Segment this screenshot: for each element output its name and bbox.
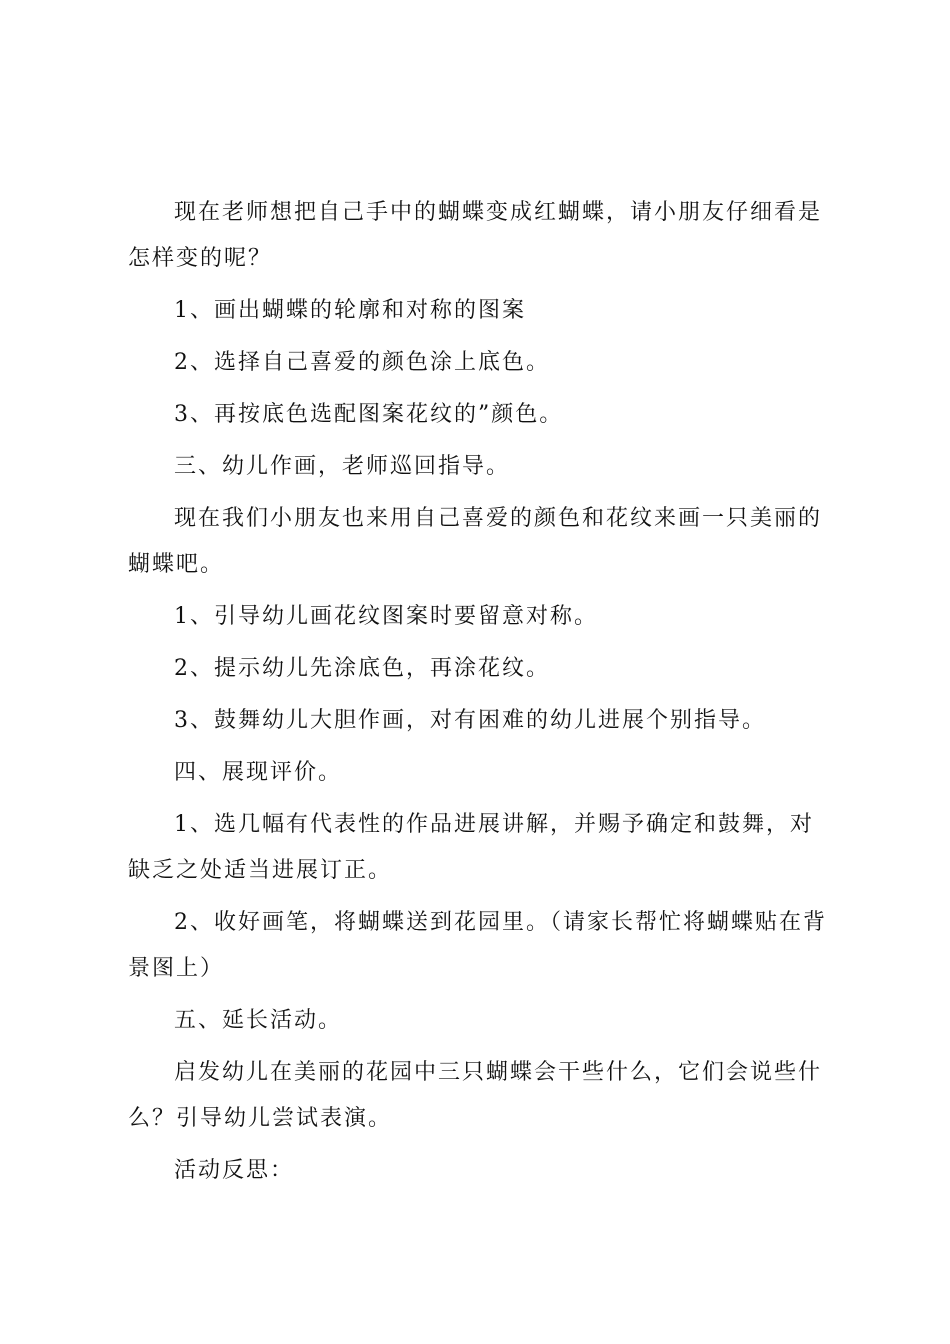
section-heading: 四、展现评价。 xyxy=(174,760,343,785)
section-heading: 五、延长活动。 xyxy=(174,1008,343,1033)
paragraph: 2、提示幼儿先涂底色，再涂花纹。 xyxy=(174,656,550,681)
document-body xyxy=(128,190,832,1200)
paragraph: 活动反思： xyxy=(174,1158,295,1183)
paragraph: 2、收好画笔，将蝴蝶送到花园里。（请家长帮忙将蝴蝶贴在背景图上） xyxy=(128,910,827,981)
paragraph: 3、鼓舞幼儿大胆作画，对有困难的幼儿进展个别指导。 xyxy=(174,708,766,733)
paragraph: 启发幼儿在美丽的花园中三只蝴蝶会干些什么，它们会说些什么？引导幼儿尝试表演。 xyxy=(128,1060,823,1131)
paragraph: 3、再按底色选配图案花纹的”颜色。 xyxy=(174,402,564,427)
paragraph: 1、画出蝴蝶的轮廓和对称的图案 xyxy=(174,298,526,323)
paragraph: 1、选几幅有代表性的作品进展讲解，并赐予确定和鼓舞，对缺乏之处适当进展订正。 xyxy=(128,812,814,883)
paragraph: 2、选择自己喜爱的颜色涂上底色。 xyxy=(174,350,550,375)
section-heading: 三、幼儿作画，老师巡回指导。 xyxy=(174,454,511,479)
paragraph: 现在老师想把自己手中的蝴蝶变成红蝴蝶，请小朋友仔细看是怎样变的呢？ xyxy=(128,200,823,271)
paragraph: 1、引导幼儿画花纹图案时要留意对称。 xyxy=(174,604,598,629)
paragraph: 现在我们小朋友也来用自己喜爱的颜色和花纹来画一只美丽的蝴蝶吧。 xyxy=(128,506,823,577)
